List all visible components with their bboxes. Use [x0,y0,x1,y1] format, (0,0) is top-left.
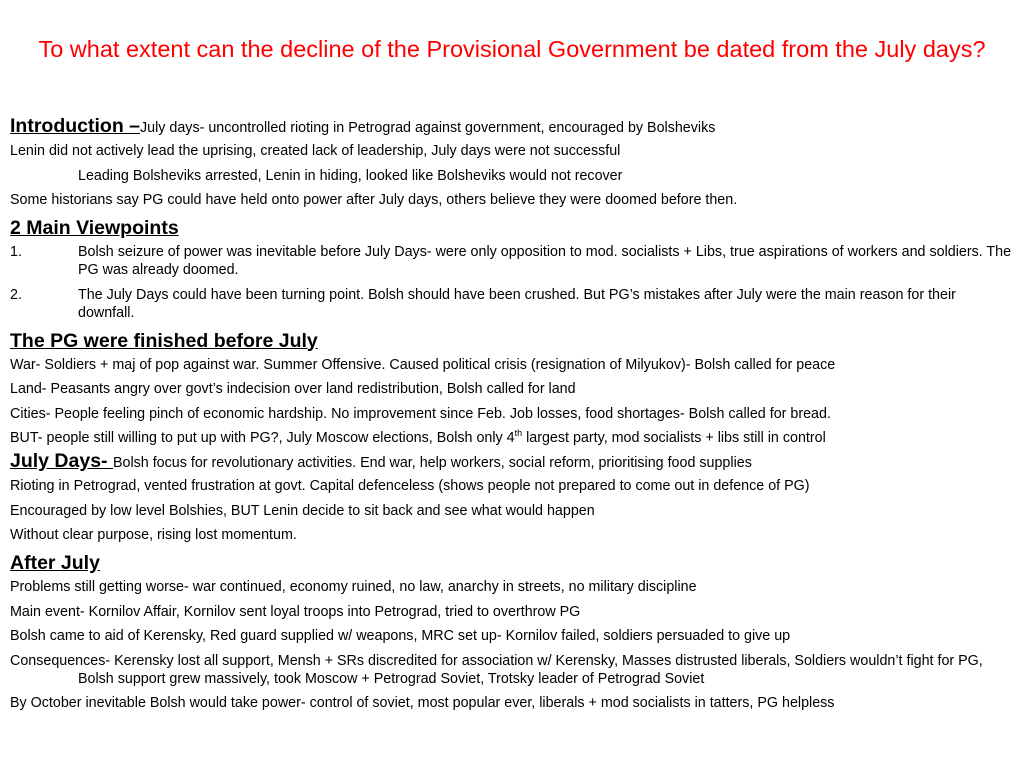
after-july-line: Main event- Kornilov Affair, Kornilov sent loyal troops into Petrograd, tried to overthrow PG [10,603,581,620]
july-days-line: Without clear purpose, rising lost momentum. [10,527,297,543]
but-line-text-a: BUT- people still willing to put up with PG?, July Moscow elections, Bolsh only 4 [10,430,515,446]
viewpoint-number: 2. [10,286,22,303]
intro-line-indented: Leading Bolsheviks arrested, Lenin in hiding, looked like Bolsheviks would not recover [78,167,623,184]
before-july-line: War- Soldiers + maj of pop against war. Summer Offensive. Caused political crisis (resignation of Milyukov)- Bolsh called for peace [10,356,836,373]
viewpoints-heading: 2 Main Viewpoints [10,217,179,239]
viewpoint-item [10,243,1014,279]
intro-first-text: July days- uncontrolled rioting in Petrograd against government, encouraged by Bolsheviks [140,120,716,136]
intro-line: Lenin did not actively lead the uprising, created lack of leadership, July days were not successful [10,143,621,159]
after-july-heading: After July [10,552,100,574]
viewpoint-item [10,286,1014,322]
before-july-line: Cities- People feeling pinch of economic hardship. No improvement since Feb. Job losses, food shortages- Bolsh called for bread. [10,405,831,422]
before-july-but-line [10,429,1014,447]
intro-heading: Introduction – [10,115,140,137]
july-days-line: Encouraged by low level Bolshies, BUT Lenin decide to sit back and see what would happen [10,502,595,519]
after-july-line: By October inevitable Bolsh would take power- control of soviet, most popular ever, liberals + mod socialists in tatters, PG helpless [10,695,835,711]
but-line-text-b: largest party, mod socialists + libs still in control [522,430,826,446]
viewpoint-text: The July Days could have been turning point. Bolsh should have been crushed. But PG’s mistakes after July were the main reason for their downfall. [78,286,956,321]
after-july-line: Problems still getting worse- war continued, economy ruined, no law, anarchy in streets, no military discipline [10,579,697,595]
viewpoint-number: 1. [10,244,22,260]
july-days-heading: July Days- [10,450,113,472]
after-july-line: Bolsh came to aid of Kerensky, Red guard supplied w/ weapons, MRC set up- Kornilov failed, soldiers persuaded to give up [10,628,791,644]
after-july-line-hanging: Consequences- Kerensky lost all support, Mensh + SRs discredited for association w/ Kerensky, Masses distrusted liberals, Soldiers wouldn’t fight for PG, Bolsh support grew massively, took Moscow + Petrograd Soviet, Trotsky leader of Petrograd Soviet [10,652,983,687]
july-days-first-line [10,452,1014,472]
slide-title: To what extent can the decline of the Provisional Government be dated from the July days? [38,36,986,62]
intro-first-line [10,117,1014,137]
viewpoint-text: Bolsh seizure of power was inevitable before July Days- were only opposition to mod. socialists + Libs, true aspirations of workers and soldiers. The PG was already doomed. [78,244,1012,278]
intro-line: Some historians say PG could have held onto power after July days, others believe they were doomed before then. [10,192,738,208]
july-days-line: Rioting in Petrograd, vented frustration at govt. Capital defenceless (shows people not prepared to come out in defence of PG) [10,478,810,494]
july-days-first-text: Bolsh focus for revolutionary activities. End war, help workers, social reform, prioritising food supplies [112,455,752,471]
slide-body [10,117,1014,719]
ordinal-suffix: th [514,428,523,439]
before-july-line: Land- Peasants angry over govt’s indecision over land redistribution, Bolsh called for land [10,381,576,397]
before-july-heading: The PG were finished before July [10,329,318,352]
